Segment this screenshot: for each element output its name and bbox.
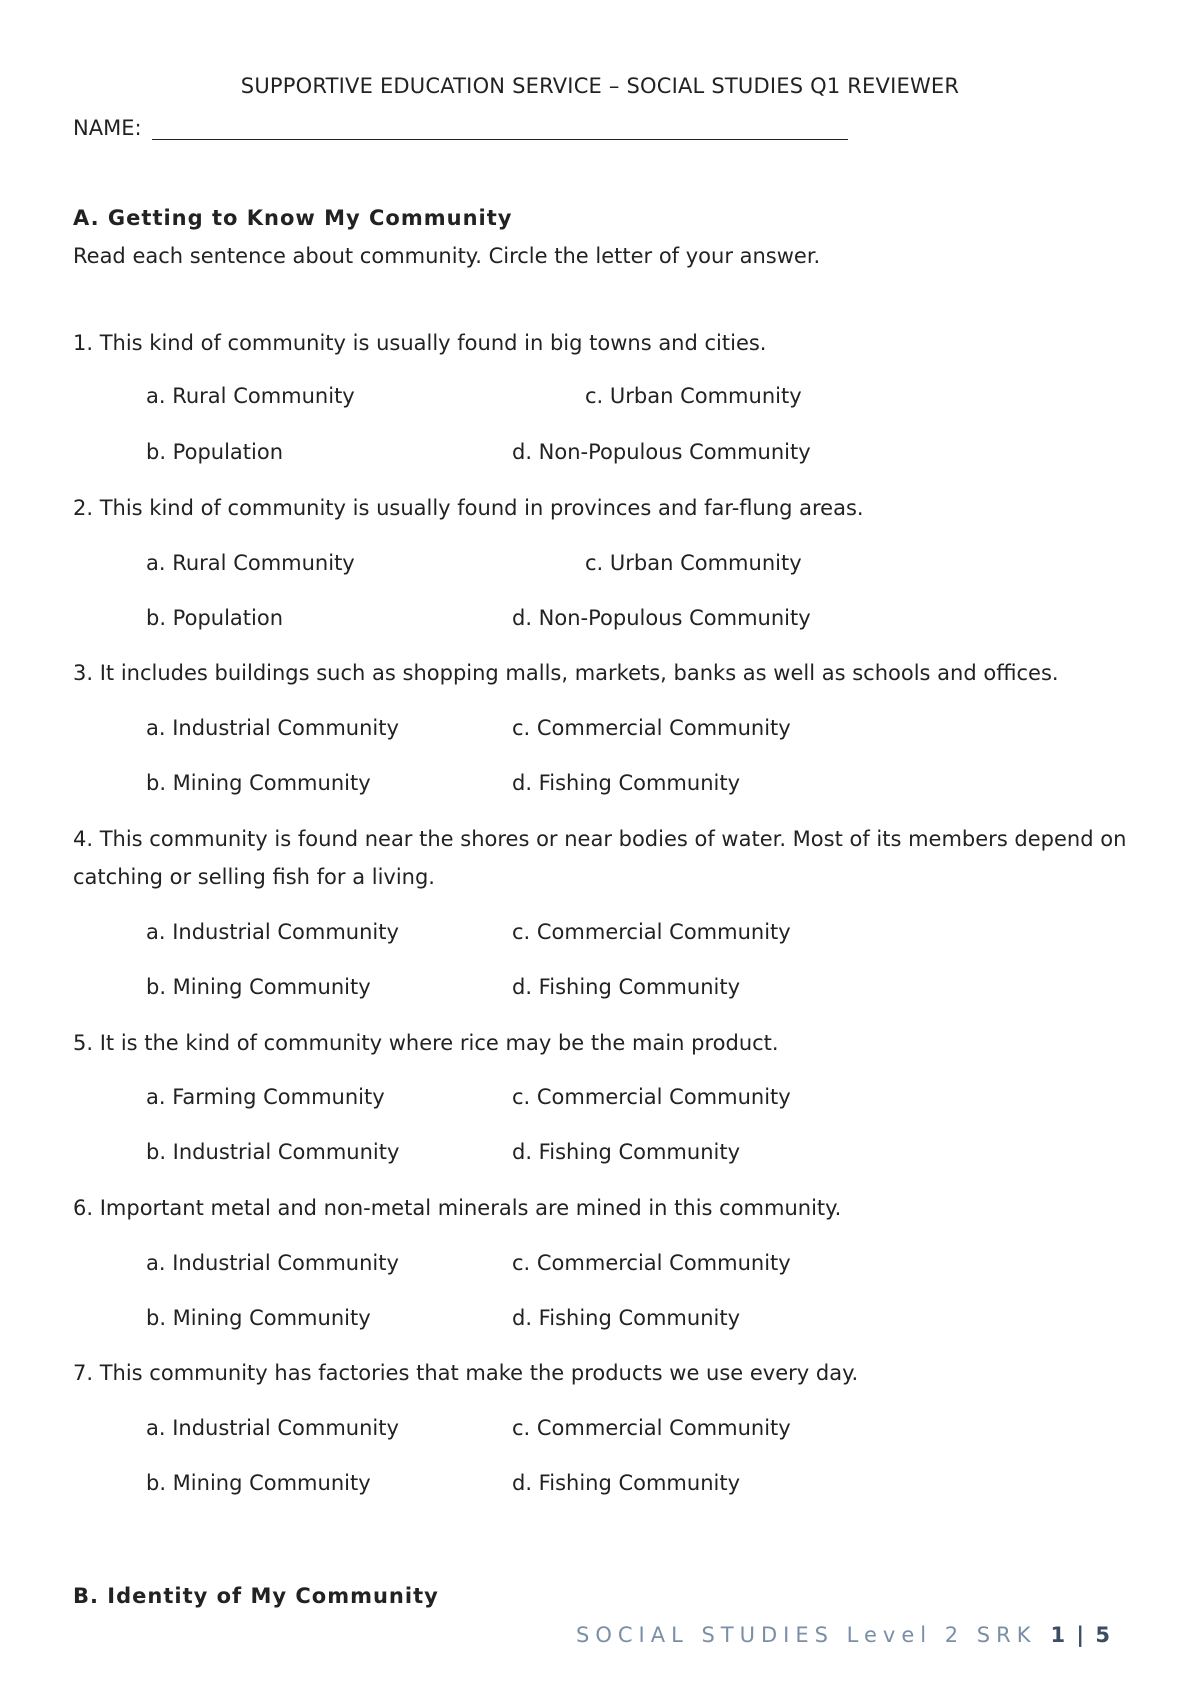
- question-6: 6. Important metal and non-metal minerals are mined in this community.: [73, 1196, 842, 1220]
- footer-label: SOCIAL STUDIES Level 2 SRK: [576, 1623, 1037, 1647]
- q1-choice-a[interactable]: a. Rural Community: [146, 384, 355, 408]
- question-2: 2. This kind of community is usually found in provinces and far-flung areas.: [73, 496, 864, 520]
- q5-choice-a[interactable]: a. Farming Community: [146, 1085, 385, 1109]
- q5-choice-b[interactable]: b. Industrial Community: [146, 1140, 400, 1164]
- q4-choice-d[interactable]: d. Fishing Community: [512, 975, 741, 999]
- q7-choice-a[interactable]: a. Industrial Community: [146, 1416, 399, 1440]
- q7-choice-d[interactable]: d. Fishing Community: [512, 1471, 741, 1495]
- q7-choice-c[interactable]: c. Commercial Community: [512, 1416, 791, 1440]
- q4-choice-c[interactable]: c. Commercial Community: [512, 920, 791, 944]
- question-4: 4. This community is found near the shores or near bodies of water. Most of its members depend on catching or selling fish for a living.: [73, 827, 1127, 889]
- page-footer: [0, 1623, 1112, 1647]
- section-a-instruction: Read each sentence about community. Circle the letter of your answer.: [73, 244, 821, 268]
- question-5: 5. It is the kind of community where rice may be the main product.: [73, 1031, 779, 1055]
- q5-choice-d[interactable]: d. Fishing Community: [512, 1140, 741, 1164]
- name-label: NAME:: [73, 116, 142, 140]
- q1-choice-c[interactable]: c. Urban Community: [585, 384, 802, 408]
- question-3: 3. It includes buildings such as shopping malls, markets, banks as well as schools and offices.: [73, 661, 1059, 685]
- q6-choice-d[interactable]: d. Fishing Community: [512, 1306, 741, 1330]
- q6-choice-c[interactable]: c. Commercial Community: [512, 1251, 791, 1275]
- q4-choice-a[interactable]: a. Industrial Community: [146, 920, 399, 944]
- q3-choice-b[interactable]: b. Mining Community: [146, 771, 371, 795]
- q5-choice-c[interactable]: c. Commercial Community: [512, 1085, 791, 1109]
- question-1: 1. This kind of community is usually found in big towns and cities.: [73, 331, 767, 355]
- q3-choice-a[interactable]: a. Industrial Community: [146, 716, 399, 740]
- name-field-row: [73, 116, 848, 140]
- q1-choice-d[interactable]: d. Non-Populous Community: [512, 440, 811, 464]
- q4-choice-b[interactable]: b. Mining Community: [146, 975, 371, 999]
- question-7: 7. This community has factories that make the products we use every day.: [73, 1361, 859, 1385]
- q6-choice-b[interactable]: b. Mining Community: [146, 1306, 371, 1330]
- q2-choice-a[interactable]: a. Rural Community: [146, 551, 355, 575]
- q2-choice-b[interactable]: b. Population: [146, 606, 284, 630]
- name-blank-line[interactable]: [152, 117, 848, 140]
- section-b-heading: B. Identity of My Community: [73, 1584, 439, 1608]
- section-a-heading: A. Getting to Know My Community: [73, 206, 513, 230]
- q2-choice-c[interactable]: c. Urban Community: [585, 551, 802, 575]
- q2-choice-d[interactable]: d. Non-Populous Community: [512, 606, 811, 630]
- document-title: SUPPORTIVE EDUCATION SERVICE – SOCIAL STUDIES Q1 REVIEWER: [240, 74, 960, 98]
- page-number: 1 | 5: [1050, 1623, 1112, 1647]
- q1-choice-b[interactable]: b. Population: [146, 440, 284, 464]
- q3-choice-d[interactable]: d. Fishing Community: [512, 771, 741, 795]
- q7-choice-b[interactable]: b. Mining Community: [146, 1471, 371, 1495]
- q6-choice-a[interactable]: a. Industrial Community: [146, 1251, 399, 1275]
- q3-choice-c[interactable]: c. Commercial Community: [512, 716, 791, 740]
